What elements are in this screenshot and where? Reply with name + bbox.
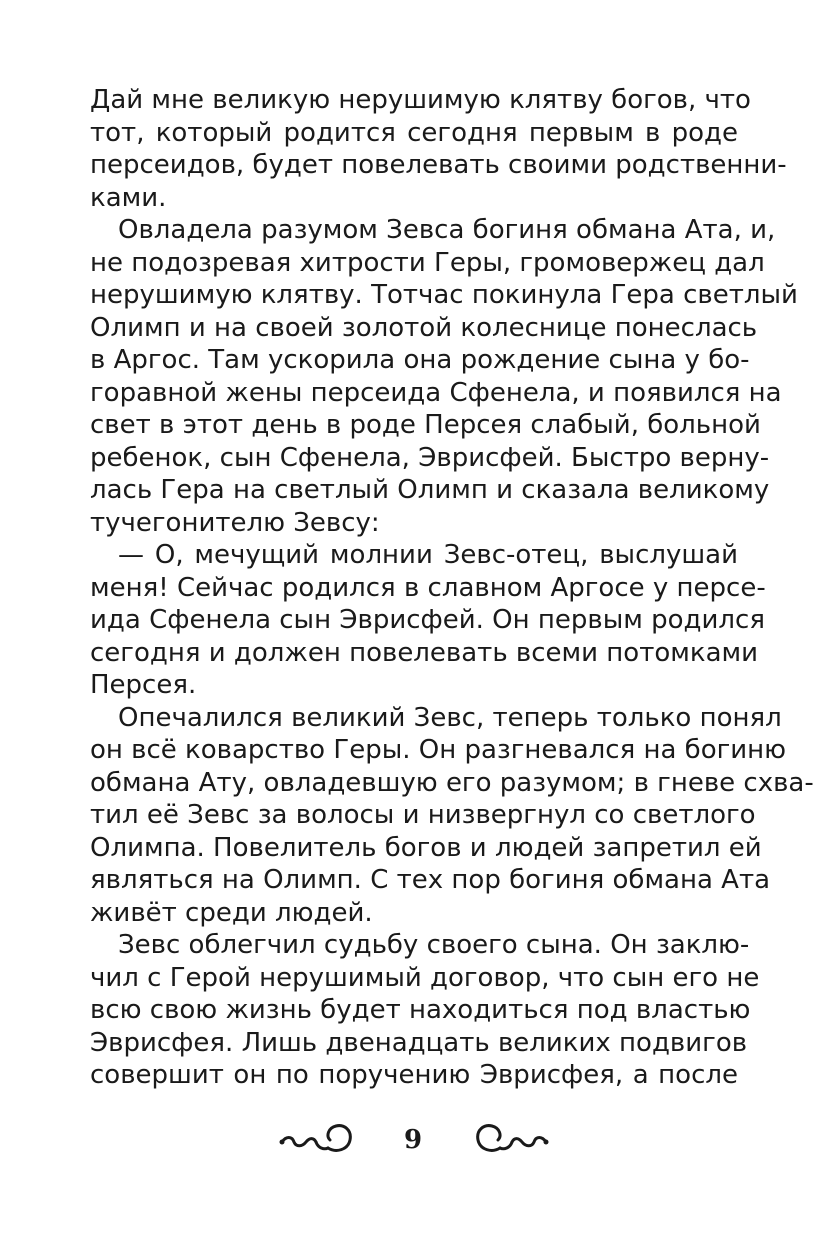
- text-line: Дай мне великую нерушимую клятву богов, что: [90, 85, 751, 115]
- text-line: совершит он по поручению Эврисфея, а после: [90, 1060, 738, 1090]
- text-line: Персея.: [90, 670, 197, 700]
- text-line: в Аргос. Там ускорила она рождение сына у бо-: [90, 345, 750, 375]
- text-line: он всё коварство Геры. Он разгневался на богиню: [90, 735, 787, 765]
- text-line: Эврисфея. Лишь двенадцать великих подвигов: [90, 1027, 748, 1058]
- text-line: живёт среди людей.: [90, 897, 373, 928]
- text-line: тил её Зевс за волосы и низвергнул со светлого: [90, 800, 756, 830]
- text-line: Олимп и на своей золотой колеснице понеслась: [90, 312, 758, 343]
- text-line: всю свою жизнь будет находиться под властью: [90, 995, 751, 1025]
- right-flourish-icon: [474, 1120, 550, 1160]
- text-line: Опечалился великий Зевс, теперь только понял: [118, 702, 782, 733]
- text-line: Овладела разумом Зевса богиня обмана Ата, и,: [118, 215, 776, 245]
- left-flourish-icon: [278, 1120, 354, 1160]
- text-line: Зевс облегчил судьбу своего сына. Он заклю-: [118, 930, 750, 960]
- text-line: ками.: [90, 182, 167, 213]
- text-line: свет в этот день в роде Персея слабый, больной: [90, 410, 761, 440]
- text-line: ида Сфенела сын Эврисфей. Он первым родился: [90, 605, 765, 635]
- text-line: сегодня и должен повелевать всеми потомками: [90, 637, 759, 668]
- body-text: [90, 84, 814, 1092]
- page-footer: [0, 1120, 827, 1170]
- text-line: горавной жены персеида Сфенела, и появился на: [90, 377, 782, 408]
- text-line: нерушимую клятву. Тотчас покинула Гера светлый: [90, 280, 798, 310]
- text-line: тучегонителю Зевсу:: [90, 507, 380, 538]
- text-line: тот, который родится сегодня первым в роде: [90, 117, 738, 148]
- text-line: лась Гера на светлый Олимп и сказала великому: [90, 475, 770, 505]
- text-line: не подозревая хитрости Геры, громовержец дал: [90, 247, 765, 278]
- text-line: меня! Сейчас родился в славном Аргосе у персе-: [90, 572, 766, 603]
- text-line: ребенок, сын Сфенела, Эврисфей. Быстро верну-: [90, 442, 770, 473]
- text-line: Олимпа. Повелитель богов и людей запретил ей: [90, 832, 762, 863]
- text-line: обмана Ату, овладевшую его разумом; в гневе схва-: [90, 767, 814, 798]
- text-line: персеидов, будет повелевать своими родственни-: [90, 150, 787, 180]
- text-line: являться на Олимп. С тех пор богиня обмана Ата: [90, 865, 771, 895]
- text-line: — О, мечущий молнии Зевс-отец, выслушай: [118, 540, 738, 570]
- page-number: 9: [403, 1125, 423, 1155]
- text-line: чил с Герой нерушимый договор, что сын его не: [90, 962, 760, 993]
